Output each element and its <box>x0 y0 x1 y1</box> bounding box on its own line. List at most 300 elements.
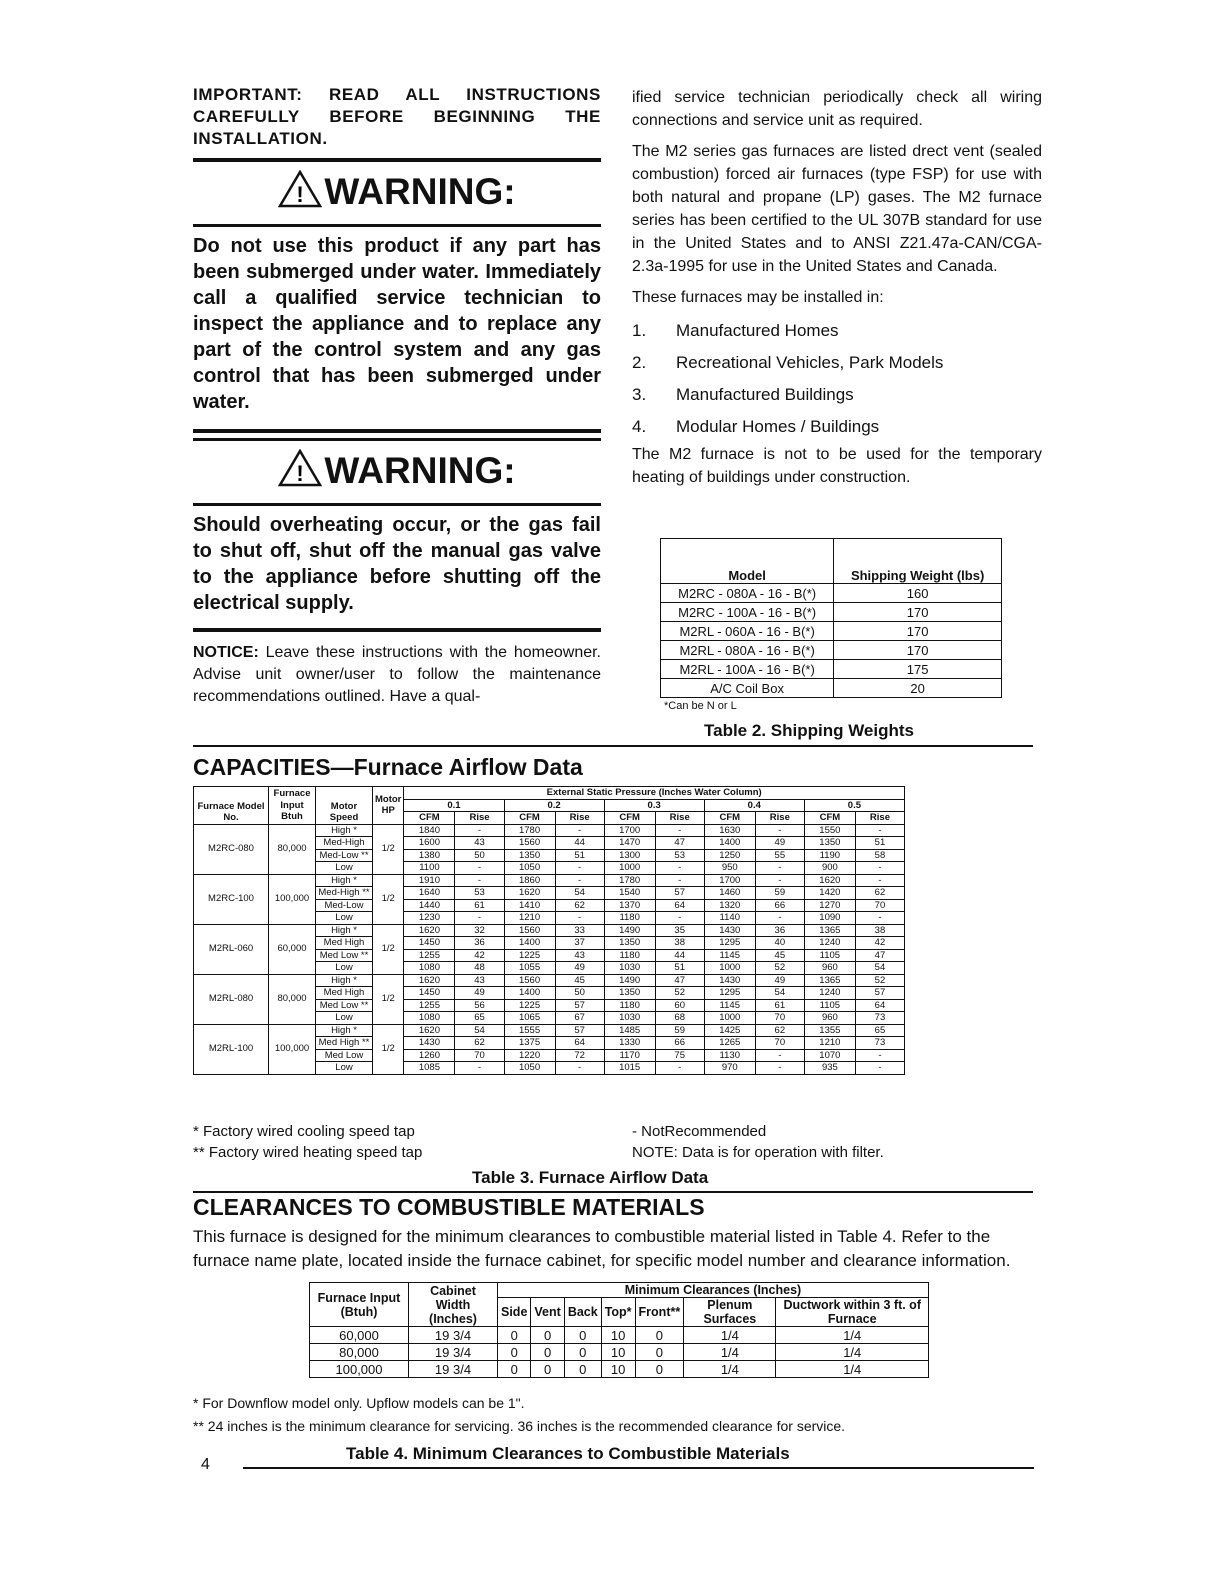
speed-cell: High * <box>316 874 373 887</box>
value-cell: 1180 <box>604 912 655 925</box>
value-cell: 1015 <box>604 1062 655 1075</box>
value-cell: 37 <box>555 937 604 950</box>
value-cell: 1300 <box>604 849 655 862</box>
value-cell: 42 <box>455 949 504 962</box>
pressure-header: 0.4 <box>704 799 804 812</box>
value-cell: 50 <box>455 849 504 862</box>
table-cell: 1/4 <box>776 1344 929 1361</box>
value-cell: 900 <box>804 862 855 875</box>
list-item <box>632 315 1042 347</box>
value-cell: - <box>755 874 804 887</box>
warning-title-1: WARNING: <box>324 171 516 212</box>
table-cell: 0 <box>498 1327 531 1344</box>
capacities-heading: CAPACITIES—Furnace Airflow Data <box>193 754 583 780</box>
value-cell: 1000 <box>704 1012 755 1025</box>
value-cell: 47 <box>855 949 904 962</box>
input-cell: 100,000 <box>269 874 316 924</box>
model-cell: M2RL-060 <box>194 924 269 974</box>
value-cell: 1240 <box>804 987 855 1000</box>
value-cell: - <box>455 824 504 837</box>
value-cell: 1295 <box>704 937 755 950</box>
table-cell: 20 <box>834 679 1002 698</box>
value-cell: 56 <box>455 999 504 1012</box>
value-cell: 65 <box>455 1012 504 1025</box>
table-row <box>194 974 905 987</box>
value-cell: 43 <box>455 837 504 850</box>
clearances-heading: CLEARANCES TO COMBUSTIBLE MATERIALS <box>193 1194 705 1220</box>
table-row <box>310 1344 929 1361</box>
column-header: Furnace Input (Btuh) <box>310 1283 409 1327</box>
value-cell: 64 <box>655 899 704 912</box>
table-cell: 1/4 <box>776 1327 929 1344</box>
cfm-header: CFM <box>404 812 455 825</box>
value-cell: 1220 <box>504 1049 555 1062</box>
column-header: Plenum Surfaces <box>684 1298 776 1327</box>
footnote: * For Downflow model only. Upflow models can be 1". <box>193 1395 525 1411</box>
speed-cell: Med-High ** <box>316 887 373 900</box>
value-cell: 64 <box>555 1037 604 1050</box>
table-cell: 19 3/4 <box>409 1344 498 1361</box>
column-header: Motor Speed <box>316 787 373 825</box>
pressure-header: 0.2 <box>504 799 604 812</box>
value-cell: 1560 <box>504 974 555 987</box>
divider <box>193 158 601 162</box>
value-cell: - <box>555 1062 604 1075</box>
value-cell: 960 <box>804 1012 855 1025</box>
value-cell: 40 <box>755 937 804 950</box>
table-cell: 0 <box>498 1344 531 1361</box>
table-row <box>661 603 1002 622</box>
value-cell: 1560 <box>504 924 555 937</box>
column-header: Shipping Weight (lbs) <box>834 539 1002 584</box>
rise-header: Rise <box>855 812 904 825</box>
value-cell: 1440 <box>404 899 455 912</box>
model-cell: M2RL-080 <box>194 974 269 1024</box>
table-cell: 1/4 <box>684 1361 776 1378</box>
column-header: External Static Pressure (Inches Water Column) <box>404 787 905 800</box>
value-cell: 1430 <box>704 974 755 987</box>
value-cell: 1240 <box>804 937 855 950</box>
column-header: Top* <box>601 1298 635 1327</box>
value-cell: 1490 <box>604 974 655 987</box>
value-cell: - <box>855 1062 904 1075</box>
value-cell: 1105 <box>804 949 855 962</box>
value-cell: 1420 <box>804 887 855 900</box>
column-header: Cabinet Width (Inches) <box>409 1283 498 1327</box>
value-cell: 70 <box>855 899 904 912</box>
table-row <box>661 622 1002 641</box>
value-cell: 1400 <box>504 937 555 950</box>
value-cell: 1180 <box>604 999 655 1012</box>
value-cell: 1910 <box>404 874 455 887</box>
value-cell: 1145 <box>704 949 755 962</box>
divider <box>193 745 1033 747</box>
value-cell: 1380 <box>404 849 455 862</box>
table-cell: 0 <box>635 1361 684 1378</box>
table-row <box>310 1361 929 1378</box>
right-column <box>632 86 1042 497</box>
value-cell: 1350 <box>804 837 855 850</box>
value-cell: 47 <box>655 837 704 850</box>
value-cell: 58 <box>855 849 904 862</box>
value-cell: 57 <box>855 987 904 1000</box>
table-cell: 0 <box>564 1344 601 1361</box>
value-cell: - <box>655 912 704 925</box>
list-text: Manufactured Buildings <box>676 385 854 404</box>
rise-header: Rise <box>755 812 804 825</box>
value-cell: 1620 <box>804 874 855 887</box>
value-cell: 51 <box>555 849 604 862</box>
shipping-table-note: *Can be N or L <box>664 700 737 712</box>
notice-paragraph <box>193 642 601 708</box>
speed-cell: High * <box>316 974 373 987</box>
value-cell: 51 <box>655 962 704 975</box>
value-cell: 1375 <box>504 1037 555 1050</box>
divider <box>193 503 601 506</box>
table-cell: M2RL - 060A - 16 - B(*) <box>661 622 834 641</box>
value-cell: - <box>855 862 904 875</box>
value-cell: 1450 <box>404 937 455 950</box>
warning-triangle-icon <box>278 449 322 497</box>
table-cell: M2RL - 100A - 16 - B(*) <box>661 660 834 679</box>
value-cell: 1320 <box>704 899 755 912</box>
value-cell: 1350 <box>504 849 555 862</box>
table-cell: 0 <box>498 1361 531 1378</box>
cfm-header: CFM <box>804 812 855 825</box>
column-header: Motor HP <box>373 787 404 825</box>
value-cell: - <box>855 824 904 837</box>
value-cell: 1255 <box>404 999 455 1012</box>
speed-cell: Med Low ** <box>316 999 373 1012</box>
value-cell: 1620 <box>404 924 455 937</box>
value-cell: 59 <box>655 1024 704 1037</box>
paragraph-install-in: These furnaces may be installed in: <box>632 289 884 306</box>
footnote: * Factory wired cooling speed tap <box>193 1123 415 1140</box>
value-cell: 54 <box>755 987 804 1000</box>
table-row <box>194 924 905 937</box>
value-cell: 1000 <box>704 962 755 975</box>
value-cell: - <box>555 874 604 887</box>
value-cell: 1105 <box>804 999 855 1012</box>
footnote: - NotRecommended <box>632 1123 767 1140</box>
value-cell: 1225 <box>504 949 555 962</box>
value-cell: 1425 <box>704 1024 755 1037</box>
table-cell: 175 <box>834 660 1002 679</box>
value-cell: 44 <box>655 949 704 962</box>
table-cell: 0 <box>635 1327 684 1344</box>
hp-cell: 1/2 <box>373 974 404 1024</box>
value-cell: 1170 <box>604 1049 655 1062</box>
footnote: NOTE: Data is for operation with filter. <box>632 1144 884 1161</box>
table3-caption: Table 3. Furnace Airflow Data <box>472 1168 709 1187</box>
notice-label: NOTICE: <box>193 644 259 662</box>
value-cell: 70 <box>455 1049 504 1062</box>
value-cell: 75 <box>655 1049 704 1062</box>
speed-cell: Med High <box>316 987 373 1000</box>
value-cell: 1080 <box>404 962 455 975</box>
warning-heading-2 <box>193 449 601 497</box>
value-cell: 1460 <box>704 887 755 900</box>
list-item <box>632 379 1042 411</box>
list-item <box>632 347 1042 379</box>
table-cell: 100,000 <box>310 1361 409 1378</box>
value-cell: 1270 <box>804 899 855 912</box>
value-cell: 1430 <box>704 924 755 937</box>
value-cell: 49 <box>755 974 804 987</box>
value-cell: 73 <box>855 1012 904 1025</box>
value-cell: 49 <box>755 837 804 850</box>
value-cell: 49 <box>555 962 604 975</box>
page-number: 4 <box>201 1456 210 1473</box>
column-header: Model <box>661 539 834 584</box>
value-cell: - <box>755 912 804 925</box>
list-number: 3. <box>632 385 647 404</box>
value-cell: - <box>655 862 704 875</box>
value-cell: 52 <box>855 974 904 987</box>
table-cell: 19 3/4 <box>409 1361 498 1378</box>
value-cell: 62 <box>555 899 604 912</box>
divider <box>243 1467 1034 1469</box>
value-cell: - <box>455 874 504 887</box>
airflow-table <box>193 786 905 1075</box>
svg-text:!: ! <box>296 182 305 208</box>
rise-header: Rise <box>655 812 704 825</box>
value-cell: 1700 <box>704 874 755 887</box>
value-cell: 44 <box>555 837 604 850</box>
value-cell: 43 <box>455 974 504 987</box>
value-cell: - <box>755 1062 804 1075</box>
value-cell: - <box>855 912 904 925</box>
table-cell: 19 3/4 <box>409 1327 498 1344</box>
value-cell: 35 <box>655 924 704 937</box>
value-cell: 61 <box>455 899 504 912</box>
value-cell: - <box>455 1062 504 1075</box>
value-cell: 935 <box>804 1062 855 1075</box>
value-cell: 1470 <box>604 837 655 850</box>
value-cell: 1355 <box>804 1024 855 1037</box>
value-cell: 1190 <box>804 849 855 862</box>
value-cell: 1250 <box>704 849 755 862</box>
value-cell: 1295 <box>704 987 755 1000</box>
value-cell: 1030 <box>604 962 655 975</box>
warning-triangle-icon <box>278 170 322 218</box>
value-cell: 73 <box>855 1037 904 1050</box>
value-cell: 70 <box>755 1012 804 1025</box>
warning-text-2: Should overheating occur, or the gas fail to shut off, shut off the manual gas valve to the appliance before shutting off the electrical supply. <box>193 514 601 615</box>
paragraph-continued: ified service technician periodically check all wiring connections and service unit as required. <box>632 89 1042 129</box>
rise-header: Rise <box>455 812 504 825</box>
value-cell: 54 <box>455 1024 504 1037</box>
value-cell: 59 <box>755 887 804 900</box>
table-row <box>194 874 905 887</box>
model-cell: M2RC-100 <box>194 874 269 924</box>
value-cell: 1210 <box>804 1037 855 1050</box>
value-cell: - <box>455 862 504 875</box>
value-cell: 43 <box>555 949 604 962</box>
speed-cell: Med-Low ** <box>316 849 373 862</box>
value-cell: 1485 <box>604 1024 655 1037</box>
value-cell: - <box>655 874 704 887</box>
divider <box>193 628 601 632</box>
value-cell: 1640 <box>404 887 455 900</box>
value-cell: 970 <box>704 1062 755 1075</box>
value-cell: - <box>755 824 804 837</box>
value-cell: - <box>855 874 904 887</box>
value-cell: 54 <box>855 962 904 975</box>
column-header: Furnace Model No. <box>194 787 269 825</box>
speed-cell: Med Low ** <box>316 949 373 962</box>
value-cell: 1090 <box>804 912 855 925</box>
clearances-intro: This furnace is designed for the minimum clearances to combustible material listed in Table 4. Refer to the furnace name plate, located inside the furnace cabinet, for specific model number and clearance information. <box>193 1227 1011 1270</box>
speed-cell: Med-High <box>316 837 373 850</box>
speed-cell: Med High ** <box>316 1037 373 1050</box>
value-cell: 1050 <box>504 1062 555 1075</box>
value-cell: 1085 <box>404 1062 455 1075</box>
table-row <box>310 1327 929 1344</box>
column-header: Vent <box>531 1298 564 1327</box>
value-cell: 1255 <box>404 949 455 962</box>
pressure-header: 0.5 <box>804 799 904 812</box>
value-cell: 1560 <box>504 837 555 850</box>
speed-cell: Low <box>316 1062 373 1075</box>
value-cell: 950 <box>704 862 755 875</box>
value-cell: 53 <box>455 887 504 900</box>
value-cell: 1350 <box>604 937 655 950</box>
value-cell: 50 <box>555 987 604 1000</box>
speed-cell: High * <box>316 1024 373 1037</box>
warning-text-1: Do not use this product if any part has been submerged under water. Immediately call a qualified service technician to inspect the appliance and to replace any part of the control system and any gas control that has been submerged under water. <box>193 235 601 414</box>
value-cell: - <box>655 824 704 837</box>
warning-heading-1 <box>193 170 601 218</box>
list-text: Recreational Vehicles, Park Models <box>676 353 944 372</box>
column-header: Front** <box>635 1298 684 1327</box>
value-cell: 1370 <box>604 899 655 912</box>
table-cell: 170 <box>834 641 1002 660</box>
value-cell: 1080 <box>404 1012 455 1025</box>
value-cell: 53 <box>655 849 704 862</box>
value-cell: - <box>755 1049 804 1062</box>
table-cell: 10 <box>601 1344 635 1361</box>
value-cell: 55 <box>755 849 804 862</box>
table-cell: 160 <box>834 584 1002 603</box>
value-cell: 62 <box>455 1037 504 1050</box>
value-cell: 33 <box>555 924 604 937</box>
column-header: Side <box>498 1298 531 1327</box>
value-cell: 1700 <box>604 824 655 837</box>
list-number: 2. <box>632 353 647 372</box>
value-cell: 1620 <box>404 974 455 987</box>
value-cell: 1860 <box>504 874 555 887</box>
paragraph-listing: The M2 series gas furnaces are listed drect vent (sealed combustion) forced air furnaces (type FSP) for use with both natural and propane (LP) gases. The M2 furnace series has been certified to the UL 307B standard for use in the United States and to ANSI Z21.47a-CAN/CGA-2.3a-1995 for use in the United States and Canada. <box>632 143 1042 275</box>
table-cell: 0 <box>635 1344 684 1361</box>
table-cell: 10 <box>601 1361 635 1378</box>
table-row <box>661 660 1002 679</box>
column-header: Furnace Input Btuh <box>269 787 316 825</box>
value-cell: 68 <box>655 1012 704 1025</box>
left-column <box>193 84 601 708</box>
value-cell: 960 <box>804 962 855 975</box>
table-cell: 0 <box>564 1327 601 1344</box>
value-cell: - <box>555 824 604 837</box>
value-cell: 1780 <box>504 824 555 837</box>
table-cell: 0 <box>531 1327 564 1344</box>
value-cell: 1260 <box>404 1049 455 1062</box>
value-cell: 1140 <box>704 912 755 925</box>
value-cell: 60 <box>655 999 704 1012</box>
table2-caption: Table 2. Shipping Weights <box>704 721 914 740</box>
speed-cell: High * <box>316 824 373 837</box>
hp-cell: 1/2 <box>373 924 404 974</box>
value-cell: 1410 <box>504 899 555 912</box>
value-cell: 1840 <box>404 824 455 837</box>
cfm-header: CFM <box>604 812 655 825</box>
value-cell: 1100 <box>404 862 455 875</box>
value-cell: 1780 <box>604 874 655 887</box>
column-header: Minimum Clearances (Inches) <box>498 1283 929 1298</box>
speed-cell: Med Low <box>316 1049 373 1062</box>
table-cell: 1/4 <box>684 1327 776 1344</box>
value-cell: 1180 <box>604 949 655 962</box>
value-cell: 38 <box>855 924 904 937</box>
value-cell: 47 <box>655 974 704 987</box>
hp-cell: 1/2 <box>373 874 404 924</box>
model-cell: M2RL-100 <box>194 1024 269 1074</box>
warning-title-2: WARNING: <box>324 450 516 492</box>
value-cell: 1400 <box>704 837 755 850</box>
speed-cell: Low <box>316 862 373 875</box>
value-cell: 1065 <box>504 1012 555 1025</box>
input-cell: 80,000 <box>269 824 316 874</box>
table-cell: 80,000 <box>310 1344 409 1361</box>
value-cell: 51 <box>855 837 904 850</box>
table-row <box>661 641 1002 660</box>
hp-cell: 1/2 <box>373 1024 404 1074</box>
value-cell: 1365 <box>804 974 855 987</box>
value-cell: 36 <box>755 924 804 937</box>
table-cell: A/C Coil Box <box>661 679 834 698</box>
speed-cell: High * <box>316 924 373 937</box>
value-cell: 57 <box>555 999 604 1012</box>
column-header: Back <box>564 1298 601 1327</box>
value-cell: 70 <box>755 1037 804 1050</box>
input-cell: 60,000 <box>269 924 316 974</box>
value-cell: 57 <box>655 887 704 900</box>
value-cell: 66 <box>755 899 804 912</box>
rise-header: Rise <box>555 812 604 825</box>
value-cell: 1365 <box>804 924 855 937</box>
divider <box>193 438 601 441</box>
list-item <box>632 411 1042 443</box>
svg-text:!: ! <box>296 461 305 487</box>
value-cell: 36 <box>455 937 504 950</box>
value-cell: 1450 <box>404 987 455 1000</box>
table-cell: 60,000 <box>310 1327 409 1344</box>
value-cell: 1630 <box>704 824 755 837</box>
value-cell: 61 <box>755 999 804 1012</box>
cfm-header: CFM <box>704 812 755 825</box>
value-cell: 1210 <box>504 912 555 925</box>
value-cell: 1000 <box>604 862 655 875</box>
value-cell: 1030 <box>604 1012 655 1025</box>
value-cell: 1555 <box>504 1024 555 1037</box>
list-number: 4. <box>632 417 647 436</box>
table-cell: 0 <box>564 1361 601 1378</box>
value-cell: 1145 <box>704 999 755 1012</box>
value-cell: 1620 <box>404 1024 455 1037</box>
value-cell: 67 <box>555 1012 604 1025</box>
value-cell: 1600 <box>404 837 455 850</box>
divider <box>193 429 601 433</box>
